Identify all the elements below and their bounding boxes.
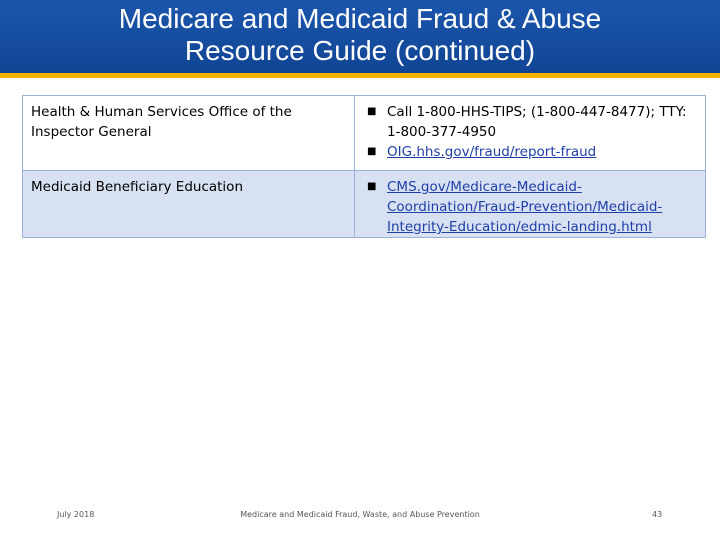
slide-title bbox=[0, 3, 720, 67]
contacts-cell bbox=[355, 171, 706, 238]
contact-phone-text: Call 1-800-HHS-TIPS; (1-800-447-8477); TTY: 1-800-377-4950 bbox=[387, 104, 687, 140]
square-bullet-icon: ■ bbox=[367, 146, 377, 157]
table-row bbox=[23, 171, 706, 238]
footer-date: July 2018 bbox=[57, 510, 95, 519]
oig-report-fraud-link[interactable]: OIG.hhs.gov/fraud/report-fraud bbox=[387, 144, 597, 160]
contact-list bbox=[363, 102, 697, 162]
resource-table bbox=[22, 95, 706, 238]
contact-item bbox=[363, 102, 697, 142]
square-bullet-icon: ■ bbox=[367, 106, 377, 117]
contact-item bbox=[363, 177, 697, 237]
slide-title-line-2: Resource Guide (continued) bbox=[184, 35, 536, 66]
cms-edmic-link[interactable]: CMS.gov/Medicare-Medicaid-Coordination/Fraud-Prevention/Medicaid-Integrity-Education/edmic-landing.html bbox=[387, 179, 663, 235]
organization-cell: Medicaid Beneficiary Education bbox=[23, 171, 355, 238]
footer-title: Medicare and Medicaid Fraud, Waste, and Abuse Prevention bbox=[240, 510, 480, 519]
square-bullet-icon: ■ bbox=[367, 181, 377, 192]
contact-list bbox=[363, 177, 697, 237]
slide-title-line-1: Medicare and Medicaid Fraud & Abuse bbox=[118, 3, 602, 34]
contact-item bbox=[363, 142, 697, 162]
footer-page-number: 43 bbox=[652, 510, 663, 519]
organization-cell: Health & Human Services Office of the Inspector General bbox=[23, 96, 355, 171]
contacts-cell bbox=[355, 96, 706, 171]
table-row bbox=[23, 96, 706, 171]
title-accent-stripe bbox=[0, 73, 720, 78]
